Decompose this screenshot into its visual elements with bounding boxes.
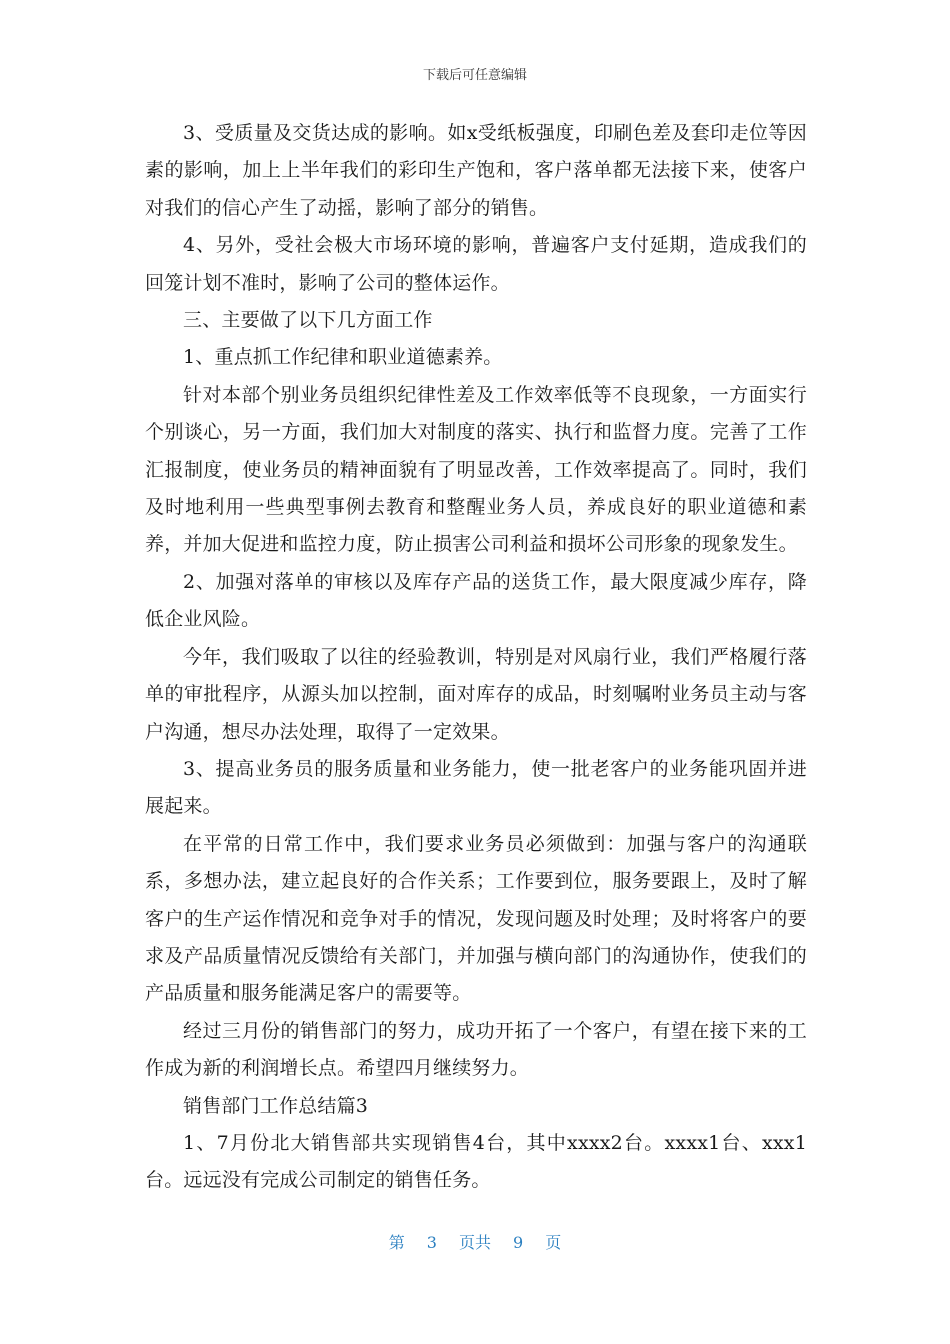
paragraph: 在平常的日常工作中，我们要求业务员必须做到：加强与客户的沟通联系，多想办法，建立起良好的合作关系；工作要到位，服务要跟上，及时了解客户的生产运作情况和竞争对手的情况，发现问题及时处理；及时将客户的要求及产品质量情况反馈给有关部门，并加强与横向部门的沟通协作，使我们的产品质量和服务能满足客户的需要等。 [145,832,807,1005]
paragraph: 3、受质量及交货达成的影响。如x受纸板强度，印刷色差及套印走位等因素的影响，加上上半年我们的彩印生产饱和，客户落单都无法接下来，使客户对我们的信心产生了动摇，影响了部分的销售。 [145,122,807,219]
subheading: 3、提高业务员的服务质量和业务能力，使一批老客户的业务能巩固并进展起来。 [145,757,807,818]
current-page-number: 3 [426,1233,437,1252]
subheading: 1、重点抓工作纪律和职业道德素养。 [183,346,503,369]
paragraph: 1、7月份北大销售部共实现销售4台，其中xxxx2台。xxxx1台、xxx1台。远远没有完成公司制定的销售任务。 [145,1131,807,1192]
page-label: 第 [388,1233,405,1252]
section-heading: 销售部门工作总结篇3 [183,1094,369,1117]
total-pages-number: 9 [513,1233,524,1252]
document-body [145,115,807,1200]
paragraph: 今年，我们吸取了以往的经验教训，特别是对风扇行业，我们严格履行落单的审批程序，从源头加以控制，面对库存的成品，时刻嘱咐业务员主动与客户沟通，想尽办法处理，取得了一定效果。 [145,645,807,743]
paragraph: 经过三月份的销售部门的努力，成功开拓了一个客户，有望在接下来的工作成为新的利润增长点。希望四月继续努力。 [145,1019,807,1080]
subheading: 2、加强对落单的审核以及库存产品的送货工作，最大限度减少库存，降低企业风险。 [145,570,807,631]
page-header [0,64,950,83]
section-heading: 三、主要做了以下几方面工作 [183,309,433,332]
total-label: 页共 [458,1233,491,1252]
paragraph: 4、另外，受社会极大市场环境的影响，普遍客户支付延期，造成我们的回笼计划不准时，影响了公司的整体运作。 [145,234,807,294]
header-text: 下载后可任意编辑 [422,68,527,83]
page-footer [0,1230,950,1253]
page-suffix: 页 [545,1233,562,1252]
paragraph: 针对本部个别业务员组织纪律性差及工作效率低等不良现象，一方面实行个别谈心，另一方面，我们加大对制度的落实、执行和监督力度。完善了工作汇报制度，使业务员的精神面貌有了明显改善，工作效率提高了。同时，我们及时地利用一些典型事例去教育和整醒业务人员，养成良好的职业道德和素养，并加大促进和监控力度，防止损害公司利益和损坏公司形象的现象发生。 [145,383,807,556]
